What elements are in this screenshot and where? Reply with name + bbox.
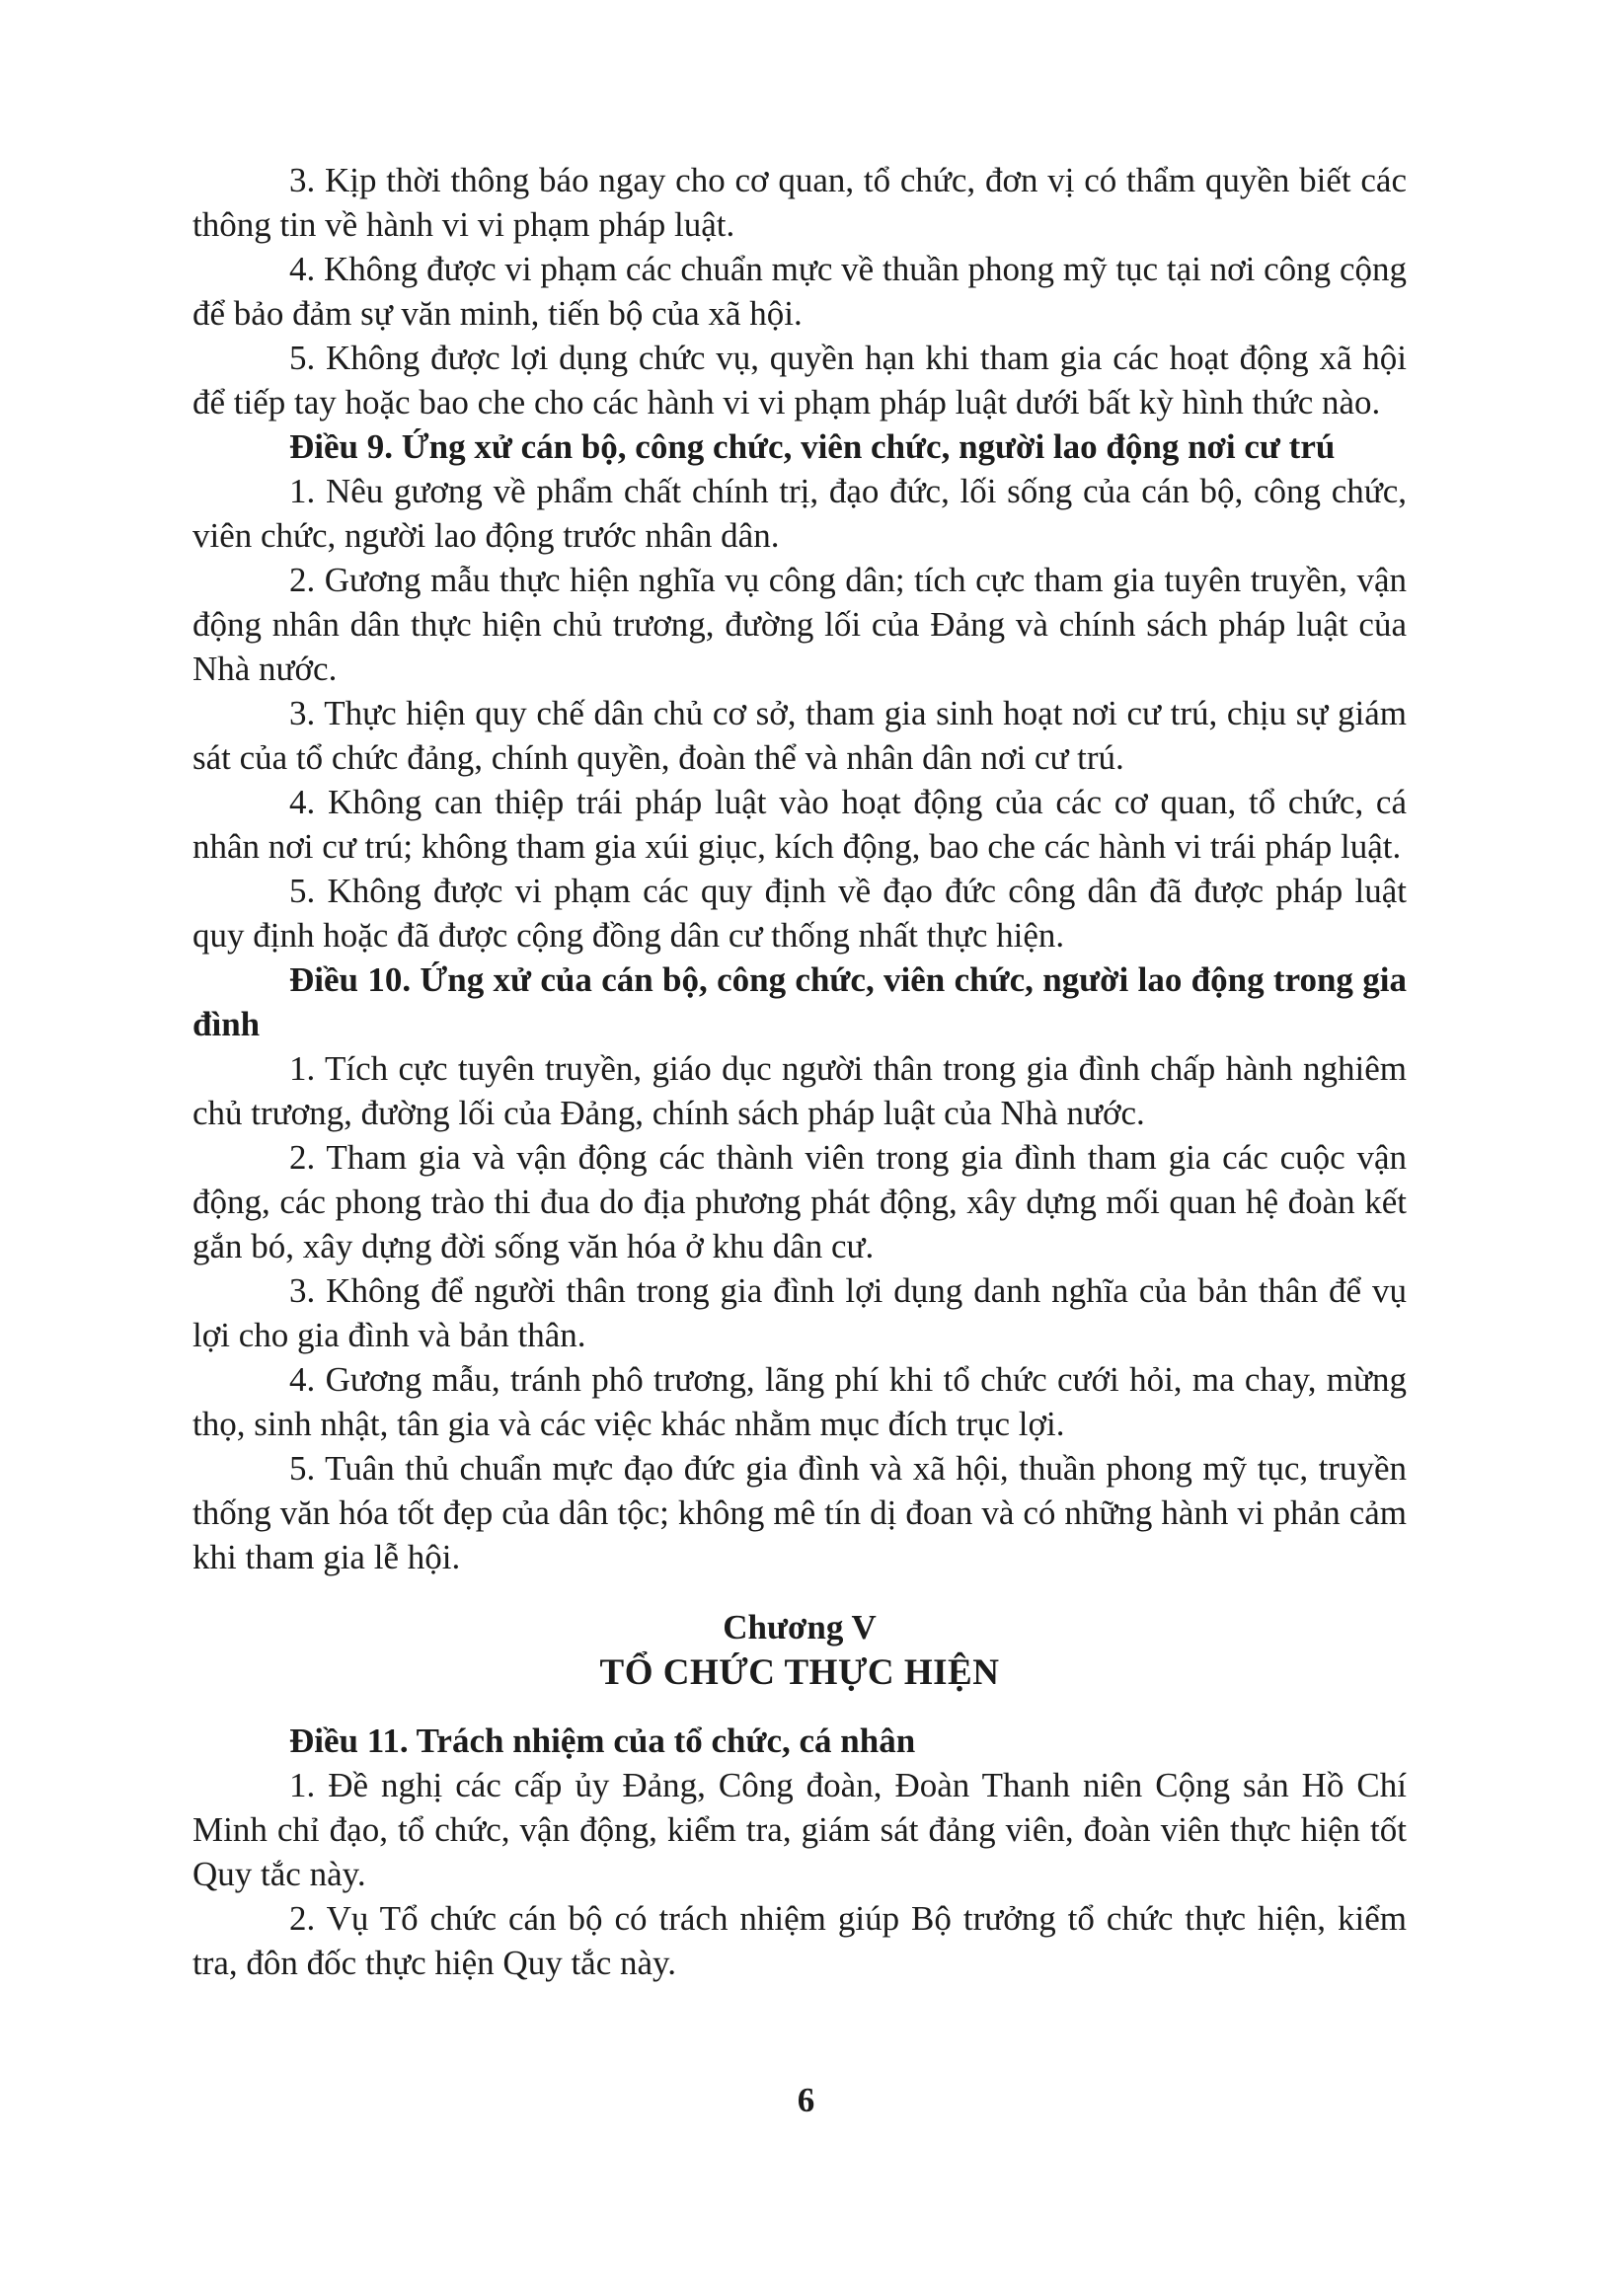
page-number: 6 — [797, 2081, 815, 2119]
paragraph: 1. Nêu gương về phẩm chất chính trị, đạo đức, lối sống của cán bộ, công chức, viên chức, người lao động trước nhân dân. — [192, 472, 1407, 555]
document-page — [192, 158, 1407, 1985]
paragraph: 3. Không để người thân trong gia đình lợi dụng danh nghĩa của bản thân để vụ lợi cho gia đình và bản thân. — [192, 1271, 1407, 1354]
paragraph: 4. Không được vi phạm các chuẩn mực về thuần phong mỹ tục tại nơi công cộng để bảo đảm sự văn minh, tiến bộ của xã hội. — [192, 250, 1407, 333]
paragraph: 4. Gương mẫu, tránh phô trương, lãng phí khi tổ chức cưới hỏi, ma chay, mừng thọ, sinh nhật, tân gia và các việc khác nhằm mục đích trục lợi. — [192, 1360, 1407, 1443]
paragraph: 1. Đề nghị các cấp ủy Đảng, Công đoàn, Đoàn Thanh niên Cộng sản Hồ Chí Minh chỉ đạo, tổ chức, vận động, kiểm tra, giám sát đảng viên, đoàn viên thực hiện tốt Quy tắc này. — [192, 1766, 1407, 1893]
paragraph: 3. Kịp thời thông báo ngay cho cơ quan, tổ chức, đơn vị có thẩm quyền biết các thông tin về hành vi vi phạm pháp luật. — [192, 161, 1407, 244]
article-heading: Điều 9. Ứng xử cán bộ, công chức, viên chức, người lao động nơi cư trú — [289, 427, 1336, 466]
article-heading: Điều 11. Trách nhiệm của tổ chức, cá nhân — [289, 1722, 916, 1760]
paragraph: 1. Tích cực tuyên truyền, giáo dục người thân trong gia đình chấp hành nghiêm chủ trương, đường lối của Đảng, chính sách pháp luật của Nhà nước. — [192, 1049, 1407, 1132]
chapter-label: Chương V — [723, 1608, 877, 1646]
article-heading: Điều 10. Ứng xử của cán bộ, công chức, viên chức, người lao động trong gia đình — [192, 960, 1407, 1043]
paragraph: 2. Vụ Tổ chức cán bộ có trách nhiệm giúp Bộ trưởng tổ chức thực hiện, kiểm tra, đôn đốc thực hiện Quy tắc này. — [192, 1899, 1407, 1982]
paragraph: 5. Không được lợi dụng chức vụ, quyền hạn khi tham gia các hoạt động xã hội để tiếp tay hoặc bao che cho các hành vi vi phạm pháp luật dưới bất kỳ hình thức nào. — [192, 339, 1407, 421]
paragraph: 2. Tham gia và vận động các thành viên trong gia đình tham gia các cuộc vận động, các phong trào thi đua do địa phương phát động, xây dựng mối quan hệ đoàn kết gắn bó, xây dựng đời sống văn hóa ở khu dân cư. — [192, 1138, 1407, 1265]
paragraph: 5. Tuân thủ chuẩn mực đạo đức gia đình và xã hội, thuần phong mỹ tục, truyền thống văn hóa tốt đẹp của dân tộc; không mê tín dị đoan và có những hành vi phản cảm khi tham gia lễ hội. — [192, 1449, 1407, 1576]
chapter-title: TỔ CHỨC THỰC HIỆN — [599, 1652, 1000, 1693]
chapter-heading — [192, 1605, 1407, 1697]
paragraph: 3. Thực hiện quy chế dân chủ cơ sở, tham gia sinh hoạt nơi cư trú, chịu sự giám sát của tổ chức đảng, chính quyền, đoàn thể và nhân dân nơi cư trú. — [192, 694, 1407, 777]
paragraph: 4. Không can thiệp trái pháp luật vào hoạt động của các cơ quan, tổ chức, cá nhân nơi cư trú; không tham gia xúi giục, kích động, bao che các hành vi trái pháp luật. — [192, 783, 1407, 866]
paragraph: 5. Không được vi phạm các quy định về đạo đức công dân đã được pháp luật quy định hoặc đã được cộng đồng dân cư thống nhất thực hiện. — [192, 872, 1407, 955]
paragraph: 2. Gương mẫu thực hiện nghĩa vụ công dân; tích cực tham gia tuyên truyền, vận động nhân dân thực hiện chủ trương, đường lối của Đảng và chính sách pháp luật của Nhà nước. — [192, 561, 1407, 688]
